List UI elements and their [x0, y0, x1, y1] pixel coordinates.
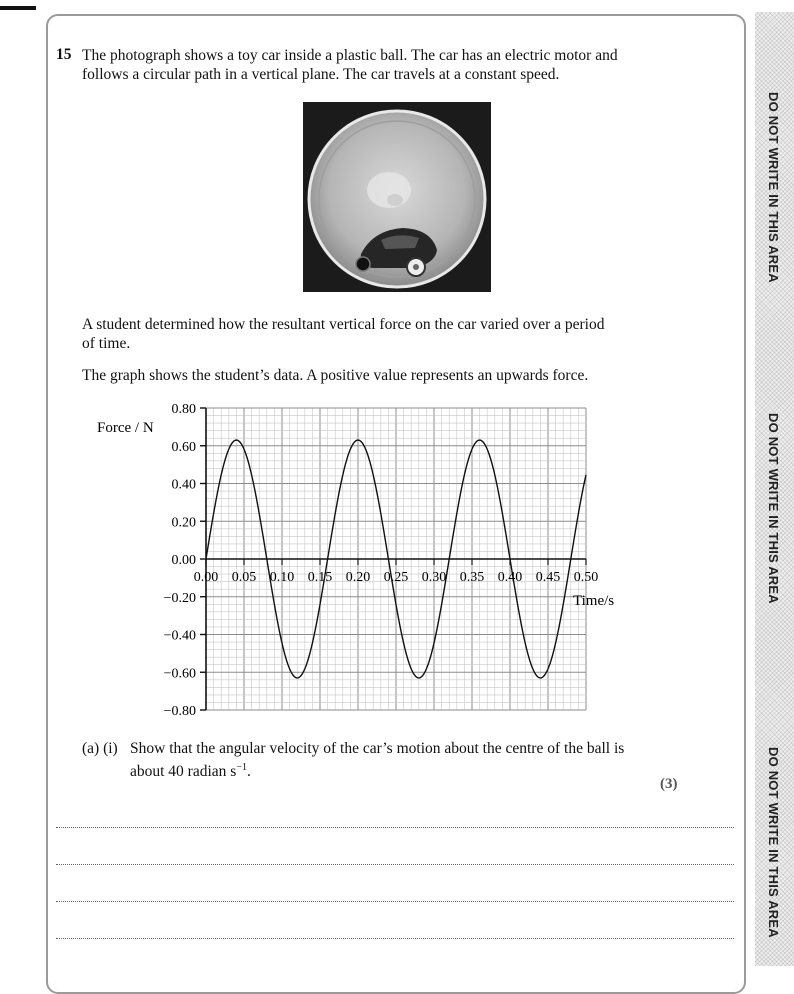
y-tick-label: −0.60 — [163, 666, 196, 682]
margin-warning-top: DO NOT WRITE IN THIS AREA — [766, 92, 781, 283]
x-axis-label: Time/s — [573, 593, 615, 609]
y-tick-label: −0.20 — [163, 590, 196, 606]
answer-line-1[interactable] — [56, 827, 734, 828]
x-tick-label: 0.45 — [535, 570, 561, 585]
answer-line-4[interactable] — [56, 938, 734, 939]
graph-intro: The graph shows the student’s data. A positive value represents an upwards force. — [82, 367, 589, 384]
toy-car-photo — [303, 102, 491, 292]
x-tick-label: 0.20 — [345, 570, 371, 585]
part-a-line2-text: about 40 radian s — [130, 763, 237, 781]
question-intro-line1: The photograph shows a toy car inside a plastic ball. The car has an electric motor and — [82, 47, 618, 64]
x-tick-label: 0.50 — [573, 570, 599, 585]
y-tick-label: 0.20 — [171, 515, 196, 531]
marks-label: (3) — [660, 776, 678, 792]
part-a-line1: Show that the angular velocity of the car’s motion about the centre of the ball is — [130, 740, 625, 757]
y-tick-label: 0.60 — [171, 439, 196, 455]
y-tick-label: 0.40 — [171, 477, 196, 493]
margin-warning-middle: DO NOT WRITE IN THIS AREA — [766, 413, 781, 604]
x-tick-label: 0.35 — [459, 570, 485, 585]
answer-line-2[interactable] — [56, 864, 734, 865]
part-a-line2-sup: −1 — [236, 762, 247, 773]
y-axis-label: Force / N — [97, 420, 154, 436]
x-tick-label: 0.15 — [307, 570, 333, 585]
top-rule — [0, 6, 36, 10]
x-tick-label: 0.10 — [269, 570, 295, 585]
question-intro — [82, 46, 618, 84]
x-tick-label: 0.05 — [231, 570, 257, 585]
question-intro-line2: follows a circular path in a vertical plane. The car travels at a constant speed. — [82, 66, 560, 83]
y-tick-label: 0.80 — [171, 402, 196, 417]
question-number: 15 — [56, 46, 72, 63]
y-tick-label: −0.40 — [163, 628, 196, 644]
part-a-question — [130, 739, 624, 781]
part-a-label: (a) (i) — [82, 740, 118, 757]
x-tick-label: 0.00 — [193, 570, 219, 585]
student-line1: A student determined how the resultant vertical force on the car varied over a period — [82, 316, 605, 333]
part-a-line2-end: . — [246, 763, 251, 781]
x-tick-label: 0.30 — [421, 570, 447, 585]
x-tick-label: 0.25 — [383, 570, 409, 585]
answer-line-3[interactable] — [56, 901, 734, 902]
y-tick-label: −0.80 — [163, 704, 196, 719]
toy-car-photo-drawing — [303, 102, 491, 292]
student-line2: of time. — [82, 335, 131, 352]
y-tick-label: 0.00 — [171, 553, 196, 568]
margin-warning-bottom: DO NOT WRITE IN THIS AREA — [766, 747, 781, 938]
part-a-line2 — [130, 758, 624, 781]
x-tick-label: 0.40 — [497, 570, 523, 585]
student-paragraph — [82, 315, 605, 353]
